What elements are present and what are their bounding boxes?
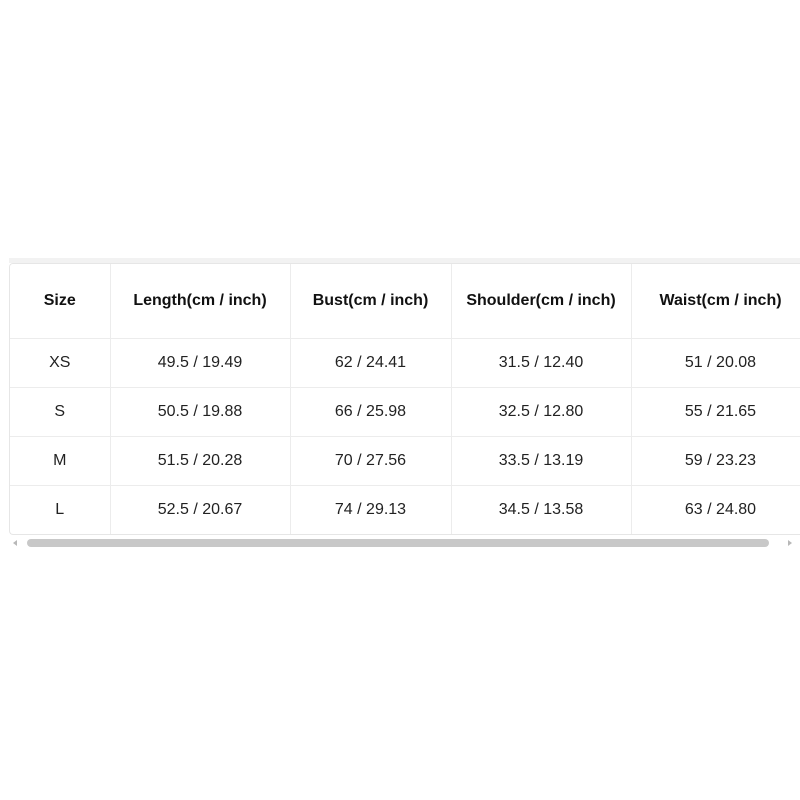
- cell-length: 51.5 / 20.28: [110, 436, 290, 485]
- cell-shoulder: 31.5 / 12.40: [451, 338, 631, 387]
- header-size: Size: [10, 264, 110, 338]
- cell-size: S: [10, 387, 110, 436]
- triangle-left-icon[interactable]: [13, 540, 17, 546]
- cell-size: XS: [10, 338, 110, 387]
- cell-size: L: [10, 485, 110, 534]
- size-chart-scroll-area[interactable]: [9, 263, 800, 535]
- cell-bust: 70 / 27.56: [290, 436, 451, 485]
- cell-shoulder: 33.5 / 13.19: [451, 436, 631, 485]
- header-shoulder: Shoulder(cm / inch): [451, 264, 631, 338]
- cell-bust: 74 / 29.13: [290, 485, 451, 534]
- header-waist: Waist(cm / inch): [631, 264, 800, 338]
- cell-waist: 51 / 20.08: [631, 338, 800, 387]
- table-row: [10, 436, 800, 485]
- cell-waist: 59 / 23.23: [631, 436, 800, 485]
- size-chart-table: [10, 264, 800, 534]
- cell-waist: 55 / 21.65: [631, 387, 800, 436]
- triangle-right-icon[interactable]: [788, 540, 792, 546]
- cell-shoulder: 32.5 / 12.80: [451, 387, 631, 436]
- cell-bust: 62 / 24.41: [290, 338, 451, 387]
- header-bust: Bust(cm / inch): [290, 264, 451, 338]
- cell-size: M: [10, 436, 110, 485]
- scrollbar-thumb[interactable]: [27, 539, 769, 547]
- scrollbar-track[interactable]: [23, 539, 783, 547]
- cell-waist: 63 / 24.80: [631, 485, 800, 534]
- cell-length: 50.5 / 19.88: [110, 387, 290, 436]
- cell-length: 49.5 / 19.49: [110, 338, 290, 387]
- header-length: Length(cm / inch): [110, 264, 290, 338]
- horizontal-scrollbar[interactable]: [9, 539, 800, 549]
- table-header-row: [10, 264, 800, 338]
- table-row: [10, 485, 800, 534]
- cell-shoulder: 34.5 / 13.58: [451, 485, 631, 534]
- cell-bust: 66 / 25.98: [290, 387, 451, 436]
- cell-length: 52.5 / 20.67: [110, 485, 290, 534]
- table-row: [10, 338, 800, 387]
- table-row: [10, 387, 800, 436]
- size-chart-container: [9, 258, 800, 548]
